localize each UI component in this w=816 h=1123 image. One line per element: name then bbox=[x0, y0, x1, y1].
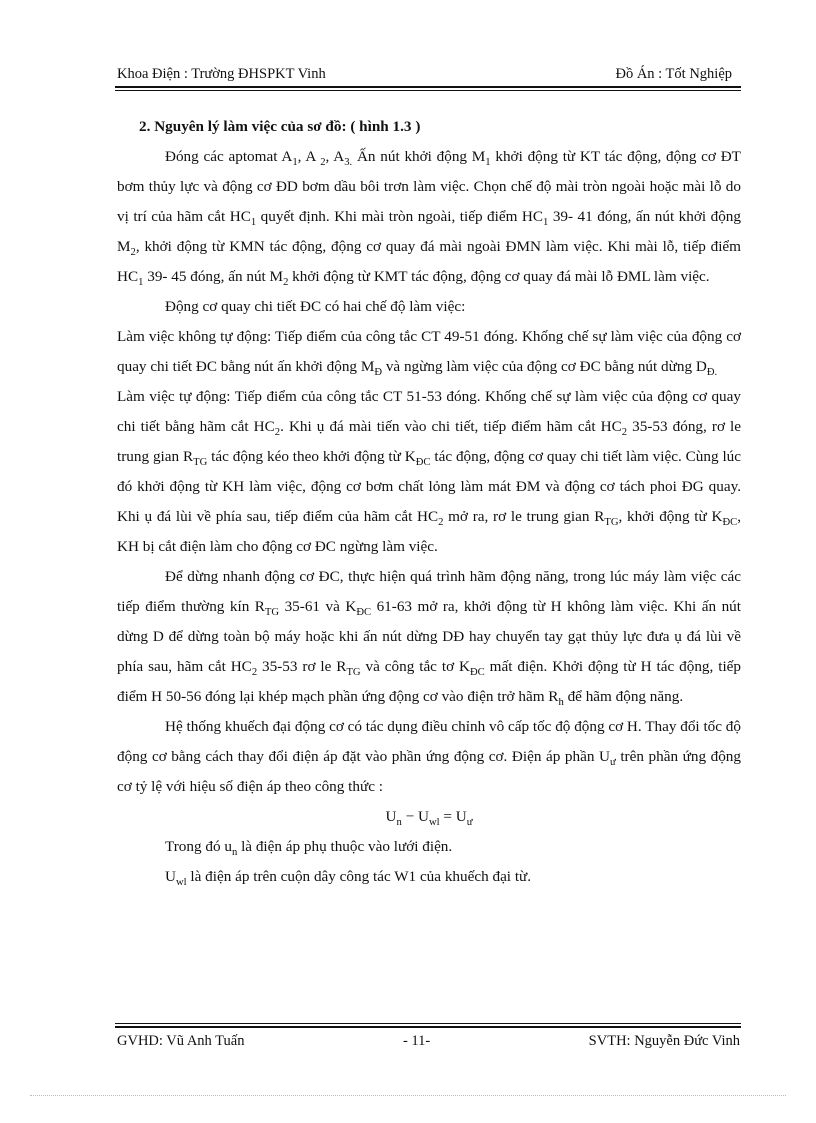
paragraph-8: $U_{wl}$ là điện áp trên cuộn dây công tác W1 của khuếch đại từ. bbox=[165, 868, 532, 889]
header-rule bbox=[115, 86, 741, 91]
page-footer bbox=[117, 1033, 740, 1050]
footer-supervisor: GVHD: Vũ Anh Tuấn bbox=[117, 1033, 245, 1049]
paragraph-2: Động cơ quay chi tiết ĐC có hai chế độ làm việc: bbox=[165, 298, 466, 315]
page-edge-divider bbox=[30, 1095, 786, 1096]
paragraph-3: Làm việc không tự động: Tiếp điểm của công tắc CT 49-51 đóng. Khống chế sự làm việc của động cơ quay chi tiết ĐC bằng nút ấn khởi động $M_Đ$ và ngừng làm việc của động cơ ĐC bằng nút dừng $D_{Đ.}$ bbox=[117, 328, 741, 379]
footer-rule bbox=[115, 1023, 741, 1028]
paragraph-1: Đóng các aptomat $A_1$, A $_2$, $A_{3.}$ Ấn nút khởi động $M_1$ khởi động từ KT tác động, động cơ ĐT bơm thủy lực và động cơ ĐD bơm dầu bôi trơn làm việc. Chọn chế độ mài tròn ngoài hoặc mài lỗ do vị trí của hãm cắt $HC_1$ quyết định. Khi mài tròn ngoài, tiếp điểm $HC_1$ 39- 41 đóng, ấn nút khởi động $M_2$, khởi động từ KMN tác động, động cơ quay đá mài ngoài ĐMN làm việc. Khi mài lỗ, tiếp điểm $HC_1$ 39- 45 đóng, ấn nút $M_2$ khởi động từ KMT tác động, động cơ quay đá mài lỗ ĐML làm việc. bbox=[117, 148, 741, 289]
paragraph-5: Để dừng nhanh động cơ ĐC, thực hiện quá trình hãm động năng, trong lúc máy làm việc các tiếp điểm thường kín $R_{TG}$ 35-61 và $K_{ĐC}$ 61-63 mở ra, khởi động từ H không làm việc. Khi ấn nút dừng D để dừng toàn bộ máy hoặc khi ấn nút dừng DĐ hay chuyển tay gạt thủy lực đưa ụ đá lùi về phía sau, hãm cắt $HC_2$ 35-53 rơ le $R_{TG}$ và công tắc tơ $K_{ĐC}$ mất điện. Khởi động từ H tác động, tiếp điểm H 50-56 đóng lại khép mạch phần ứng động cơ vào điện trở hãm $R_h$ để hãm động năng. bbox=[117, 568, 741, 709]
header-document-type: Đồ Án : Tốt Nghiệp bbox=[615, 66, 732, 82]
paragraph-4: Làm việc tự động: Tiếp điểm của công tắc CT 51-53 đóng. Khống chế sự làm việc của động cơ quay chi tiết bằng hãm cắt $HC_2$. Khi ụ đá mài tiến vào chi tiết, tiếp điểm hãm cắt $HC_2$ 35-53 đóng, rơ le trung gian $R_{TG}$ tác động kéo theo khởi động từ $K_{ĐC}$ tác động, động cơ quay chi tiết làm việc. Cùng lúc đó khởi động từ KH làm việc, động cơ bơm chất lỏng làm mát ĐM và động cơ tách phoi ĐG quay. Khi ụ đá lùi về phía sau, tiếp điểm của hãm cắt $HC_2$ mở ra, rơ le trung gian $R_{TG}$, khởi động từ $K_{ĐC}$, KH bị cắt điện làm cho động cơ ĐC ngừng làm việc. bbox=[117, 388, 742, 555]
header-faculty: Khoa Điện : Trường ĐHSPKT Vinh bbox=[117, 66, 326, 82]
paragraph-7: Trong đó $u_n$ là điện áp phụ thuộc vào lưới điện. bbox=[165, 838, 453, 859]
section-title: 2. Nguyên lý làm việc của sơ đồ: ( hình 1.3 ) bbox=[139, 118, 421, 135]
page-number: - 11- bbox=[402, 1033, 431, 1049]
page-content bbox=[117, 112, 741, 892]
paragraph-6: Hệ thống khuếch đại động cơ có tác dụng điều chỉnh vô cấp tốc độ động cơ H. Thay đổi tốc độ động cơ bằng cách thay đổi điện áp đặt vào phần ứng động cơ. Điện áp phần $U_ư$ trên phần ứng động cơ tỷ lệ với hiệu số điện áp theo công thức : bbox=[117, 718, 741, 795]
formula: $U_n - U_{wl} = U_ư$ bbox=[385, 808, 473, 829]
page-header bbox=[117, 66, 732, 83]
footer-student: SVTH: Nguyễn Đức Vinh bbox=[588, 1033, 740, 1049]
